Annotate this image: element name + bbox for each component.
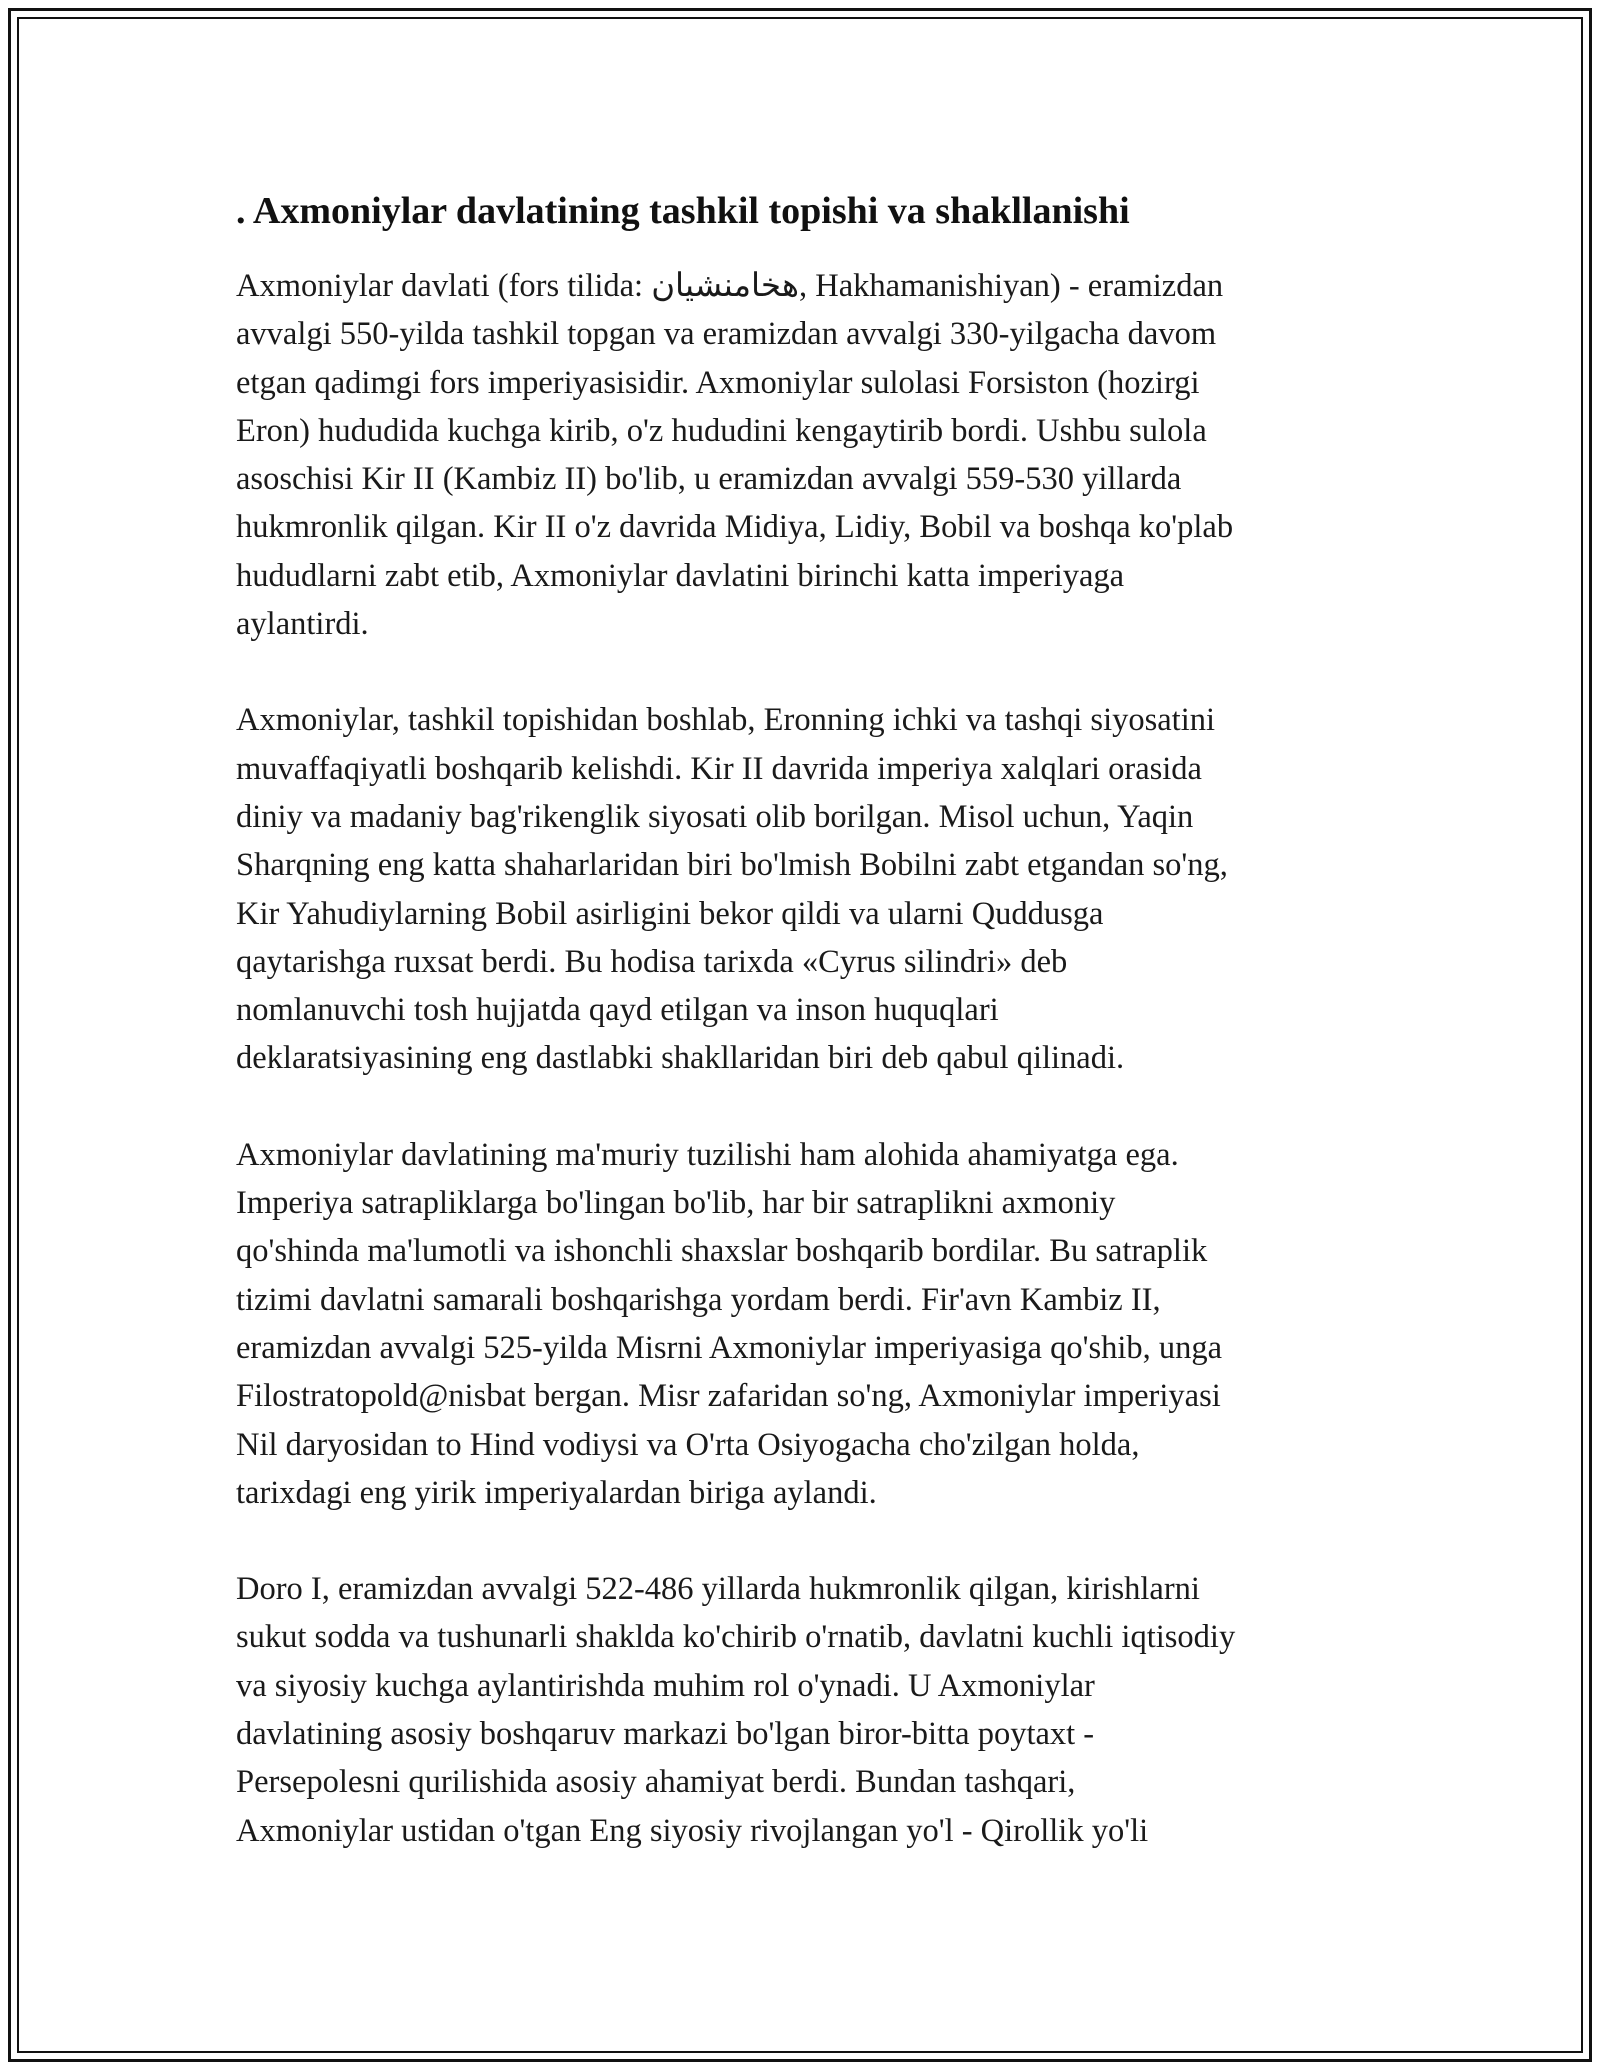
text-line: hukmronlik qilgan. Kir II o'z davrida Midiya, Lidiy, Bobil va boshqa ko'plab <box>236 509 1234 546</box>
text-line: qo'shinda ma'lumotli va ishonchli shaxslar boshqarib bordilar. Bu satraplik <box>236 1233 1208 1270</box>
paragraph-4 <box>236 1565 1376 1855</box>
text-line: tarixdagi eng yirik imperiyalardan biriga aylandi. <box>236 1474 877 1511</box>
paragraph-1 <box>236 262 1376 648</box>
text-line: tizimi davlatni samarali boshqarishga yordam berdi. Fir'avn Kambiz II, <box>236 1281 1161 1318</box>
text-line: Eron) hududida kuchga kirib, o'z hududini kengaytirib bordi. Ushbu sulola <box>236 412 1207 449</box>
text-line: muvaffaqiyatli boshqarib kelishdi. Kir II davrida imperiya xalqlari orasida <box>236 750 1202 787</box>
text-line: Axmoniylar ustidan o'tgan Eng siyosiy rivojlangan yo'l - Qirollik yo'li <box>236 1812 1149 1849</box>
document-page <box>236 185 1376 1903</box>
paragraph-3 <box>236 1131 1376 1517</box>
text-line: avvalgi 550-yilda tashkil topgan va eramizdan avvalgi 330-yilgacha davom <box>236 316 1217 353</box>
text-line: diniy va madaniy bag'rikenglik siyosati olib borilgan. Misol uchun, Yaqin <box>236 798 1194 835</box>
text-line: qaytarishga ruxsat berdi. Bu hodisa tarixda «Cyrus silindri» deb <box>236 943 1068 980</box>
text-line: Imperiya satrapliklarga bo'lingan bo'lib, har bir satraplikni axmoniy <box>236 1185 1116 1222</box>
text-line: Axmoniylar, tashkil topishidan boshlab, Eronning ichki va tashqi siyosatini <box>236 702 1216 739</box>
text-line: eramizdan avvalgi 525-yilda Misrni Axmoniylar imperiyasiga qo'shib, unga <box>236 1329 1223 1366</box>
paragraph-2 <box>236 696 1376 1082</box>
text-line: nomlanuvchi tosh hujjatda qayd etilgan va inson huquqlari <box>236 992 999 1029</box>
text-line: asoschisi Kir II (Kambiz II) bo'lib, u eramizdan avvalgi 559-530 yillarda <box>236 461 1182 498</box>
text-line: Persepolesni qurilishida asosiy ahamiyat berdi. Bundan tashqari, <box>236 1764 1076 1801</box>
text-line: Axmoniylar davlatining ma'muriy tuzilishi ham alohida ahamiyatga ega. <box>236 1136 1179 1173</box>
text-line: Sharqning eng katta shaharlaridan biri bo'lmish Bobilni zabt etgandan so'ng, <box>236 847 1228 884</box>
text-line: aylantirdi. <box>236 606 369 643</box>
text-line: Filostratopold@nisbat bergan. Misr zafaridan so'ng, Axmoniylar imperiyasi <box>236 1378 1221 1415</box>
text-line: Nil daryosidan to Hind vodiysi va O'rta Osiyogacha cho'zilgan holda, <box>236 1426 1140 1463</box>
text-line: va siyosiy kuchga aylantirishda muhim rol o'ynadi. U Axmoniylar <box>236 1667 1095 1704</box>
text-line: deklaratsiyasining eng dastlabki shakllaridan biri deb qabul qilinadi. <box>236 1040 1125 1077</box>
document-title: . Axmoniylar davlatining tashkil topishi va shakllanishi <box>236 190 1130 232</box>
text-line: davlatining asosiy boshqaruv markazi bo'lgan biror-bitta poytaxt - <box>236 1716 1095 1753</box>
text-line: Axmoniylar davlati (fors tilida: هخامنشیان, Hakhamanishiyan) - eramizdan <box>236 268 1224 304</box>
text-line: etgan qadimgi fors imperiyasisidir. Axmoniylar sulolasi Forsiston (hozirgi <box>236 364 1200 401</box>
text-line: hududlarni zabt etib, Axmoniylar davlatini birinchi katta imperiyaga <box>236 557 1125 594</box>
text-line: Doro I, eramizdan avvalgi 522-486 yillarda hukmronlik qilgan, kirishlarni <box>236 1571 1200 1608</box>
text-line: sukut sodda va tushunarli shaklda ko'chirib o'rnatib, davlatni kuchli iqtisodiy <box>236 1619 1236 1656</box>
text-line: Kir Yahudiylarning Bobil asirligini bekor qildi va ularni Quddusga <box>236 895 1104 932</box>
